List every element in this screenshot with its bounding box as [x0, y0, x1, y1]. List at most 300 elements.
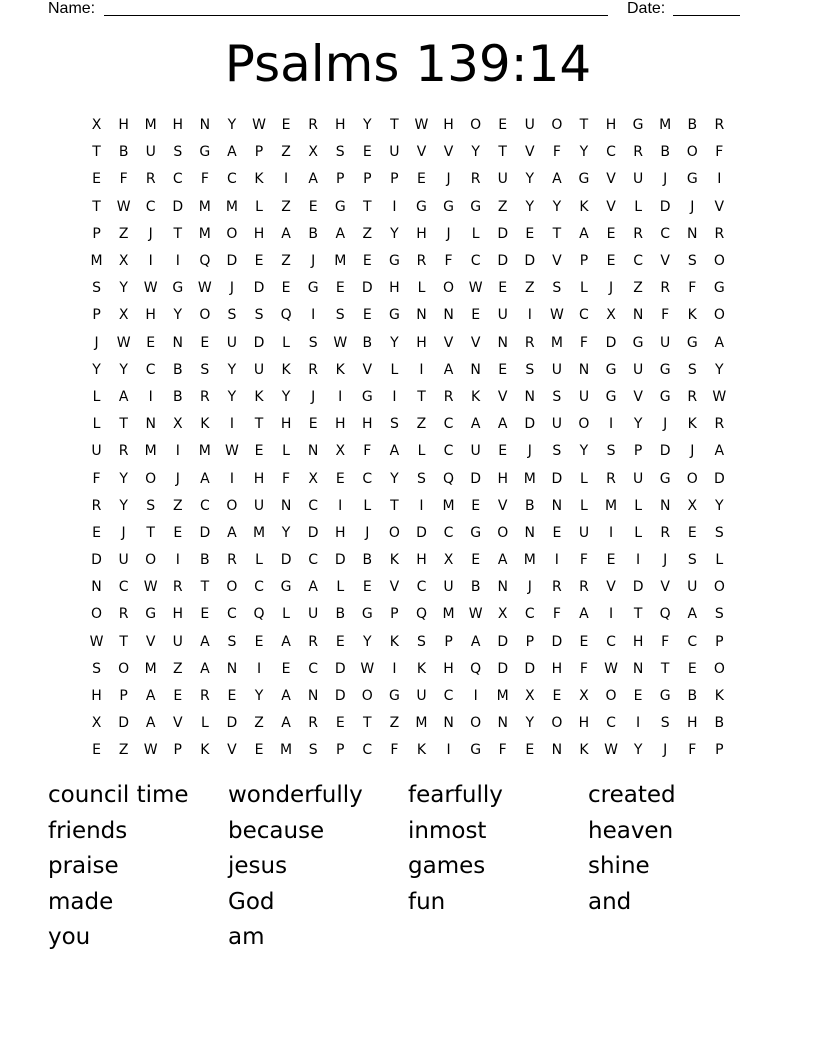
grid-letter: I — [392, 660, 397, 677]
grid-letter: K — [200, 742, 210, 759]
grid-letter: B — [118, 144, 129, 161]
grid-letter: Y — [390, 225, 399, 242]
grid-letter: P — [363, 171, 372, 188]
grid-row — [83, 384, 733, 411]
grid-letter: G — [361, 606, 373, 623]
grid-letter: T — [119, 633, 128, 650]
grid-letter: I — [636, 552, 641, 569]
grid-letter: W — [333, 334, 348, 351]
grid-letter: Y — [363, 633, 372, 650]
grid-letter: F — [200, 171, 209, 188]
grid-letter: G — [605, 361, 617, 378]
grid-letter: T — [92, 198, 101, 215]
grid-letter: N — [524, 388, 536, 405]
grid-letter: H — [578, 715, 590, 732]
grid-letter: Y — [92, 361, 101, 378]
word-list-item: created — [588, 782, 676, 808]
grid-letter: V — [497, 497, 508, 514]
grid-letter: N — [172, 334, 184, 351]
grid-letter: N — [443, 307, 454, 324]
grid-letter: D — [713, 470, 725, 487]
grid-letter: I — [338, 388, 343, 405]
grid-letter: S — [92, 280, 101, 297]
grid-letter: B — [362, 552, 373, 569]
grid-letter: M — [659, 117, 672, 134]
grid-letter: T — [660, 660, 670, 677]
grid-letter: E — [281, 660, 291, 677]
grid-letter: S — [92, 660, 101, 677]
grid-row — [83, 221, 733, 248]
grid-letter: J — [527, 579, 532, 596]
grid-letter: C — [362, 470, 373, 487]
grid-letter: D — [470, 470, 482, 487]
grid-letter: Y — [173, 307, 183, 324]
grid-letter: N — [443, 715, 454, 732]
grid-letter: X — [118, 307, 129, 324]
grid-letter: E — [362, 144, 372, 161]
grid-letter: B — [687, 688, 698, 705]
grid-letter: B — [660, 144, 670, 161]
grid-letter: I — [175, 552, 180, 569]
grid-letter: C — [362, 742, 373, 759]
grid-letter: U — [118, 552, 129, 569]
grid-letter: B — [200, 552, 210, 569]
grid-letter: W — [89, 633, 104, 650]
grid-letter: N — [416, 307, 427, 324]
grid-letter: E — [633, 688, 643, 705]
grid-letter: S — [146, 497, 156, 514]
grid-letter: R — [714, 416, 725, 433]
grid-letter: E — [200, 606, 210, 623]
grid-letter: O — [713, 579, 725, 596]
grid-letter: N — [307, 443, 319, 460]
grid-letter: U — [308, 606, 319, 623]
grid-letter: G — [172, 280, 184, 297]
grid-letter: H — [172, 606, 184, 623]
grid-letter: V — [552, 253, 562, 270]
grid-letter: L — [363, 497, 372, 514]
grid-letter: V — [714, 198, 725, 215]
grid-letter: X — [172, 416, 183, 433]
grid-letter: V — [172, 715, 183, 732]
word-list-item: praise — [48, 853, 119, 880]
grid-letter: M — [496, 688, 509, 705]
word-list-item: fun — [408, 888, 446, 915]
grid-letter: U — [253, 361, 265, 378]
grid-letter: U — [524, 117, 535, 134]
grid-letter: P — [390, 171, 399, 188]
grid-letter: K — [281, 361, 291, 378]
grid-letter: D — [253, 280, 265, 297]
grid-letter: G — [470, 524, 482, 541]
grid-letter: C — [227, 171, 237, 188]
grid-letter: Y — [579, 443, 589, 460]
grid-letter: Y — [227, 388, 237, 405]
grid-letter: M — [198, 443, 211, 460]
grid-letter: A — [281, 715, 291, 732]
grid-row — [83, 629, 733, 656]
grid-letter: D — [497, 253, 509, 270]
grid-letter: V — [660, 253, 670, 270]
grid-letter: T — [254, 416, 264, 433]
grid-letter: H — [686, 715, 698, 732]
grid-letter: U — [253, 497, 265, 514]
grid-letter: O — [199, 307, 211, 324]
grid-letter: Y — [633, 416, 643, 433]
grid-letter: Z — [362, 225, 373, 242]
grid-letter: G — [686, 334, 698, 351]
grid-letter: A — [497, 552, 508, 569]
grid-letter: N — [632, 660, 644, 677]
grid-letter: S — [714, 524, 724, 541]
grid-letter: A — [470, 416, 481, 433]
grid-letter: I — [256, 660, 262, 677]
grid-letter: F — [390, 742, 399, 759]
grid-letter: O — [497, 524, 509, 541]
grid-letter: H — [280, 416, 292, 433]
grid-letter: H — [334, 524, 346, 541]
grid-letter: K — [687, 307, 697, 324]
grid-letter: J — [175, 470, 180, 487]
grid-letter: M — [90, 253, 103, 270]
grid-letter: H — [551, 660, 563, 677]
word-list-item: God — [228, 888, 275, 915]
grid-letter: N — [199, 117, 211, 134]
grid-letter: H — [416, 552, 427, 569]
grid-letter: P — [173, 742, 182, 759]
grid-letter: R — [308, 361, 319, 378]
grid-letter: V — [606, 198, 616, 215]
grid-letter: P — [525, 633, 535, 650]
grid-letter: Y — [119, 361, 128, 378]
grid-letter: F — [688, 742, 697, 759]
grid-letter: S — [552, 280, 562, 297]
grid-letter: L — [282, 334, 290, 351]
grid-letter: L — [336, 579, 345, 596]
grid-letter: E — [227, 688, 237, 705]
date-blank-line[interactable] — [673, 15, 740, 16]
grid-letter: L — [92, 388, 101, 405]
word-list-item: shine — [588, 853, 650, 880]
grid-letter: Y — [525, 171, 535, 188]
grid-letter: J — [365, 524, 370, 541]
grid-letter: W — [712, 388, 727, 405]
grid-letter: E — [254, 253, 264, 270]
grid-letter: G — [307, 280, 319, 297]
grid-letter: W — [143, 280, 158, 297]
grid-letter: A — [687, 606, 698, 623]
name-blank-line[interactable] — [104, 15, 608, 16]
grid-letter: T — [119, 416, 128, 433]
grid-row — [83, 656, 733, 683]
grid-letter: I — [473, 688, 478, 705]
grid-letter: L — [200, 715, 209, 732]
grid-letter: M — [144, 117, 157, 134]
grid-letter: Q — [470, 660, 482, 677]
grid-letter: I — [446, 742, 451, 759]
grid-letter: F — [715, 144, 724, 161]
grid-letter: S — [227, 633, 237, 650]
grid-letter: V — [443, 334, 454, 351]
grid-letter: L — [580, 280, 588, 297]
grid-letter: U — [497, 171, 508, 188]
grid-letter: O — [388, 524, 400, 541]
grid-letter: H — [253, 225, 265, 242]
grid-letter: G — [605, 388, 617, 405]
grid-letter: U — [632, 171, 644, 188]
grid-letter: L — [417, 443, 426, 460]
grid-letter: F — [579, 552, 588, 569]
grid-letter: J — [446, 225, 451, 242]
grid-letter: I — [608, 416, 614, 433]
grid-letter: E — [498, 443, 508, 460]
grid-letter: S — [606, 443, 616, 460]
grid-letter: S — [335, 307, 345, 324]
grid-letter: E — [552, 688, 562, 705]
grid-letter: X — [308, 470, 318, 487]
grid-letter: G — [388, 688, 400, 705]
grid-letter: U — [551, 361, 562, 378]
grid-letter: F — [661, 307, 670, 324]
grid-letter: H — [362, 416, 373, 433]
grid-letter: U — [632, 361, 644, 378]
grid-letter: H — [91, 688, 102, 705]
grid-letter: A — [579, 225, 589, 242]
grid-letter: Y — [281, 524, 291, 541]
grid-letter: L — [255, 552, 263, 569]
grid-letter: Z — [281, 253, 291, 270]
grid-letter: M — [280, 742, 293, 759]
grid-letter: J — [311, 388, 316, 405]
grid-letter: T — [579, 117, 589, 134]
grid-letter: E — [254, 633, 264, 650]
grid-letter: H — [443, 660, 454, 677]
grid-letter: H — [416, 334, 427, 351]
grid-letter: U — [497, 307, 508, 324]
word-list-item: and — [588, 888, 632, 915]
grid-letter: J — [663, 552, 668, 569]
grid-letter: C — [606, 633, 616, 650]
grid-letter: S — [254, 307, 264, 324]
grid-letter: H — [172, 117, 184, 134]
grid-letter: H — [605, 117, 617, 134]
word-list-item: friends — [48, 817, 128, 844]
grid-letter: J — [690, 443, 695, 460]
grid-letter: Z — [524, 280, 535, 297]
grid-letter: U — [389, 144, 400, 161]
grid-letter: Z — [254, 715, 264, 732]
grid-letter: R — [443, 388, 454, 405]
grid-letter: K — [714, 688, 724, 705]
grid-letter: P — [715, 633, 724, 650]
grid-letter: W — [225, 443, 239, 460]
grid-letter: R — [199, 388, 210, 405]
grid-letter: A — [552, 171, 562, 188]
grid-letter: O — [578, 416, 590, 433]
grid-letter: J — [663, 742, 668, 759]
grid-letter: A — [118, 388, 129, 405]
grid-letter: I — [527, 307, 532, 324]
grid-letter: Y — [363, 117, 372, 134]
grid-letter: U — [660, 334, 671, 351]
grid-letter: B — [470, 579, 481, 596]
grid-letter: G — [632, 334, 644, 351]
grid-letter: E — [525, 742, 535, 759]
grid-letter: M — [144, 660, 157, 677]
grid-letter: E — [308, 416, 318, 433]
grid-letter: K — [335, 361, 345, 378]
grid-letter: Z — [389, 715, 400, 732]
grid-letter: I — [284, 171, 289, 188]
grid-letter: H — [334, 117, 346, 134]
grid-letter: Y — [525, 198, 535, 215]
grid-letter: F — [444, 253, 453, 270]
grid-letter: N — [497, 715, 508, 732]
grid-letter: H — [416, 225, 427, 242]
grid-letter: D — [280, 552, 292, 569]
grid-letter: D — [659, 443, 671, 460]
grid-letter: U — [145, 144, 156, 161]
grid-letter: B — [308, 225, 318, 242]
grid-letter: O — [551, 715, 563, 732]
grid-letter: K — [416, 742, 427, 759]
grid-letter: A — [200, 633, 210, 650]
grid-letter: V — [227, 742, 237, 759]
grid-letter: R — [308, 715, 319, 732]
grid-letter: O — [470, 715, 482, 732]
grid-letter: D — [226, 253, 238, 270]
grid-letter: R — [145, 171, 156, 188]
grid-letter: I — [229, 416, 234, 433]
grid-letter: S — [660, 715, 670, 732]
grid-letter: S — [417, 633, 426, 650]
grid-letter: W — [414, 117, 429, 134]
grid-row — [83, 275, 733, 302]
grid-letter: E — [146, 334, 156, 351]
grid-row — [83, 302, 733, 329]
grid-letter: I — [392, 198, 397, 215]
grid-letter: H — [497, 470, 508, 487]
grid-letter: H — [334, 416, 346, 433]
grid-letter: N — [497, 334, 508, 351]
grid-letter: T — [363, 198, 372, 215]
grid-letter: C — [308, 497, 319, 514]
grid-letter: D — [118, 715, 129, 732]
grid-letter: E — [308, 198, 318, 215]
word-list — [48, 778, 768, 956]
grid-letter: E — [362, 579, 372, 596]
grid-letter: S — [308, 742, 318, 759]
grid-letter: F — [579, 334, 588, 351]
grid-row — [83, 330, 733, 357]
grid-letter: I — [148, 388, 153, 405]
grid-letter: B — [714, 715, 725, 732]
grid-letter: E — [525, 225, 535, 242]
grid-row — [83, 194, 733, 221]
grid-letter: P — [444, 633, 453, 650]
word-list-item: wonderfully — [228, 782, 363, 808]
grid-letter: M — [523, 552, 536, 569]
grid-letter: W — [604, 742, 618, 759]
grid-letter: A — [579, 606, 589, 623]
grid-letter: O — [226, 497, 238, 514]
grid-letter: A — [281, 225, 291, 242]
grid-letter: I — [229, 470, 234, 487]
grid-letter: E — [471, 497, 481, 514]
grid-letter: F — [363, 443, 372, 460]
grid-letter: K — [254, 388, 264, 405]
grid-letter: R — [633, 144, 643, 161]
grid-letter: X — [308, 144, 318, 161]
grid-letter: E — [335, 715, 345, 732]
grid-letter: E — [552, 524, 562, 541]
grid-letter: T — [390, 497, 399, 514]
grid-letter: G — [686, 171, 698, 188]
grid-letter: M — [550, 334, 563, 351]
grid-letter: L — [471, 225, 480, 242]
grid-letter: C — [606, 715, 616, 732]
grid-letter: A — [714, 443, 725, 460]
grid-letter: D — [497, 225, 509, 242]
grid-letter: H — [632, 633, 644, 650]
grid-letter: L — [417, 280, 426, 297]
grid-letter: D — [632, 579, 644, 596]
grid-letter: A — [308, 579, 318, 596]
grid-letter: O — [226, 225, 238, 242]
grid-letter: E — [498, 361, 508, 378]
grid-letter: B — [687, 117, 698, 134]
grid-letter: D — [172, 198, 184, 215]
grid-row — [83, 574, 733, 601]
grid-letter: R — [633, 225, 643, 242]
grid-letter: J — [94, 334, 99, 351]
grid-row — [83, 737, 733, 764]
grid-letter: C — [443, 524, 454, 541]
grid-letter: G — [632, 117, 644, 134]
grid-letter: J — [148, 225, 153, 242]
grid-letter: E — [254, 443, 264, 460]
grid-letter: T — [92, 144, 101, 161]
grid-letter: Z — [118, 742, 129, 759]
grid-letter: V — [362, 361, 373, 378]
grid-letter: Y — [633, 742, 643, 759]
grid-letter: B — [524, 497, 535, 514]
grid-letter: N — [578, 361, 590, 378]
grid-letter: W — [549, 307, 564, 324]
grid-letter: O — [145, 470, 157, 487]
grid-letter: O — [226, 579, 238, 596]
grid-letter: P — [390, 606, 399, 623]
grid-letter: E — [471, 307, 481, 324]
grid-letter: R — [660, 280, 671, 297]
grid-letter: X — [443, 552, 454, 569]
grid-letter: O — [145, 552, 157, 569]
word-search-grid — [83, 112, 733, 765]
grid-letter: W — [116, 334, 131, 351]
grid-letter: U — [551, 416, 562, 433]
grid-letter: Z — [281, 198, 291, 215]
grid-letter: W — [143, 579, 158, 596]
word-list-item: games — [408, 853, 486, 880]
grid-letter: E — [471, 552, 481, 569]
grid-letter: C — [470, 253, 481, 270]
grid-letter: O — [470, 117, 482, 134]
grid-letter: Q — [253, 606, 265, 623]
grid-letter: M — [334, 253, 347, 270]
grid-letter: S — [687, 253, 697, 270]
grid-letter: A — [497, 416, 508, 433]
grid-letter: X — [91, 117, 102, 134]
